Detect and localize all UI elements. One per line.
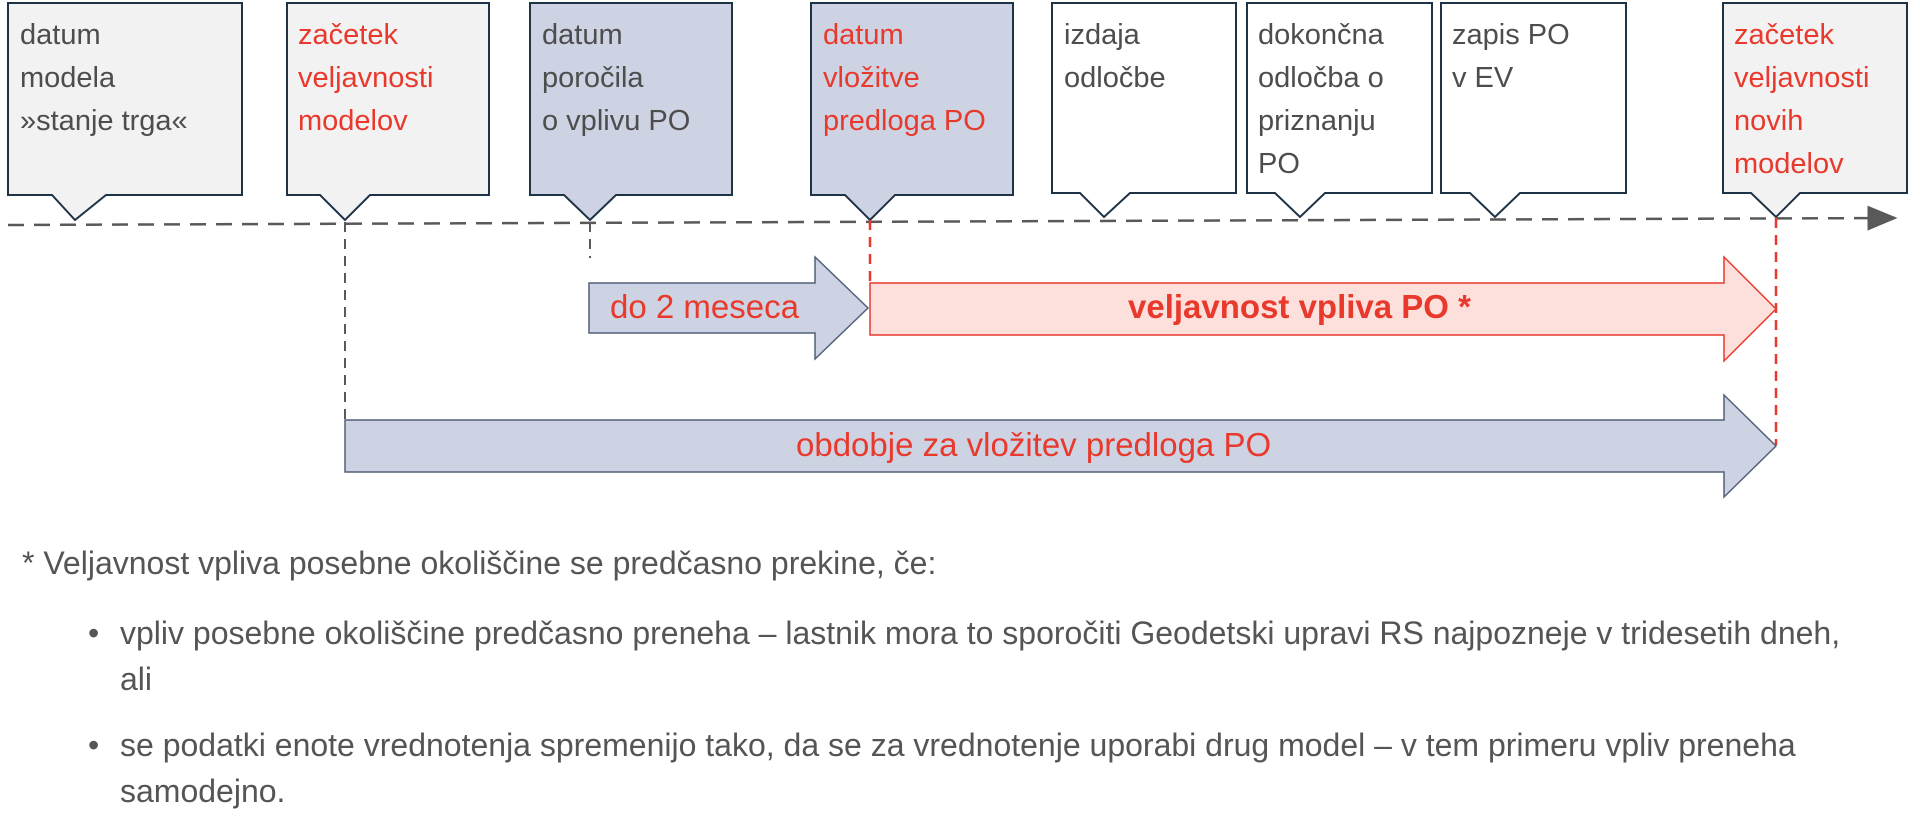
callout-text-zacetek-veljavnosti-modelov: začetek veljavnosti modelov bbox=[298, 19, 434, 137]
callout-text-datum-modela: datum modela »stanje trga« bbox=[20, 19, 188, 137]
arrow-label-obdobje: obdobje za vložitev predloga PO bbox=[796, 426, 1272, 463]
footnote-bullet-2 bbox=[88, 722, 1880, 814]
callout-text-zapis-po: zapis PO v EV bbox=[1452, 19, 1570, 94]
callout-text-datum-vlozitve: datum vložitve predloga PO bbox=[823, 19, 986, 137]
footnote-intro: * Veljavnost vpliva posebne okoliščine se predčasno prekine, če: bbox=[22, 545, 937, 581]
footnote-bullet-text: vpliv posebne okoliščine predčasno preneha – lastnik mora to sporočiti Geodetski upravi RS najpozneje v tridesetih dneh, ali bbox=[120, 615, 1841, 697]
callout-text-datum-porocila: datum poročila o vplivu PO bbox=[542, 19, 691, 137]
arrow-label-do-2-meseca: do 2 meseca bbox=[610, 288, 799, 325]
footnote-bullet-1 bbox=[88, 610, 1880, 702]
bullet-dot-icon: • bbox=[88, 615, 100, 651]
callout-text-izdaja-odlocbe: izdaja odločbe bbox=[1064, 19, 1166, 94]
arrow-label-veljavnost: veljavnost vpliva PO * bbox=[1128, 288, 1471, 325]
timeline-axis bbox=[8, 218, 1895, 225]
footnote-bullet-text: se podatki enote vrednotenja spremenijo tako, da se za vrednotenje uporabi drug model – v tem primeru vpliv preneha samodejno. bbox=[120, 727, 1796, 809]
callout-text-dokoncna-odlocba: dokončna odločba o priznanju PO bbox=[1258, 19, 1384, 180]
callout-text-zacetek-novih-modelov: začetek veljavnosti novih modelov bbox=[1734, 19, 1870, 180]
bullet-dot-icon: • bbox=[88, 727, 100, 763]
